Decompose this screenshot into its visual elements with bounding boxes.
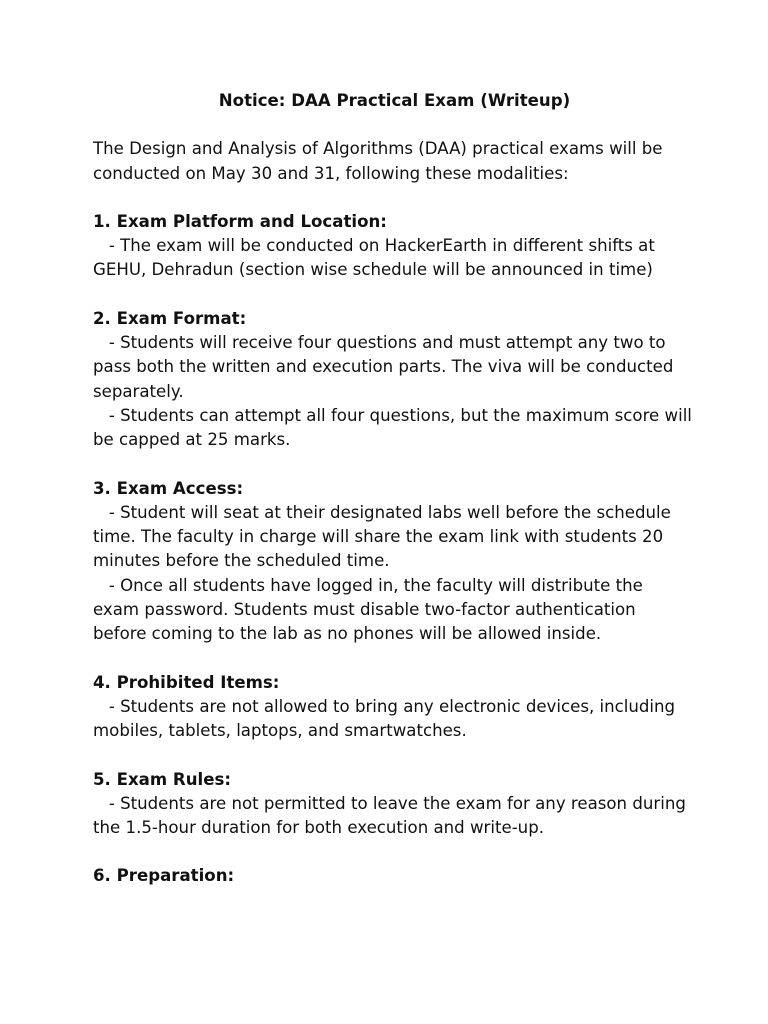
section-heading: 6. Preparation: [93, 866, 235, 886]
section-exam-access [93, 477, 693, 647]
section-bullet: - Student will seat at their designated labs well before the schedule time. The faculty in charge will share the exam link with students 20 minutes before the scheduled time. [93, 502, 671, 571]
section-exam-platform [93, 210, 693, 283]
section-heading: 2. Exam Format: [93, 308, 247, 328]
section-bullet: - Students are not allowed to bring any electronic devices, including mobiles, tablets, laptops, and smartwatches. [93, 696, 676, 741]
section-heading: 4. Prohibited Items: [93, 672, 280, 692]
section-heading: 1. Exam Platform and Location: [93, 211, 387, 231]
intro-paragraph: The Design and Analysis of Algorithms (DAA) practical exams will be conducted on May 30 and 31, following these modalities: [93, 139, 663, 183]
section-bullet: - Students will receive four questions and must attempt any two to pass both the written and execution parts. The viva will be conducted separately. [93, 333, 674, 401]
section-preparation [93, 864, 693, 888]
document-title: Notice: DAA Practical Exam (Writeup) [218, 91, 571, 110]
section-bullet: - Students are not permitted to leave the exam for any reason during the 1.5-hour duration for both execution and write-up. [93, 793, 686, 838]
section-bullet: - Students can attempt all four questions, but the maximum score will be capped at 25 marks. [93, 405, 692, 450]
document-body [93, 89, 693, 913]
section-prohibited-items [93, 671, 693, 744]
section-heading: 3. Exam Access: [93, 478, 244, 498]
section-bullet: - The exam will be conducted on HackerEarth in different shifts at GEHU, Dehradun (section wise schedule will be announced in time) [93, 236, 655, 280]
section-heading: 5. Exam Rules: [93, 769, 231, 789]
section-exam-rules [93, 768, 693, 841]
section-bullet: - Once all students have logged in, the faculty will distribute the exam password. Students must disable two-factor authentication before coming to the lab as no phones will be allowed inside. [93, 575, 643, 644]
section-exam-format [93, 307, 693, 453]
